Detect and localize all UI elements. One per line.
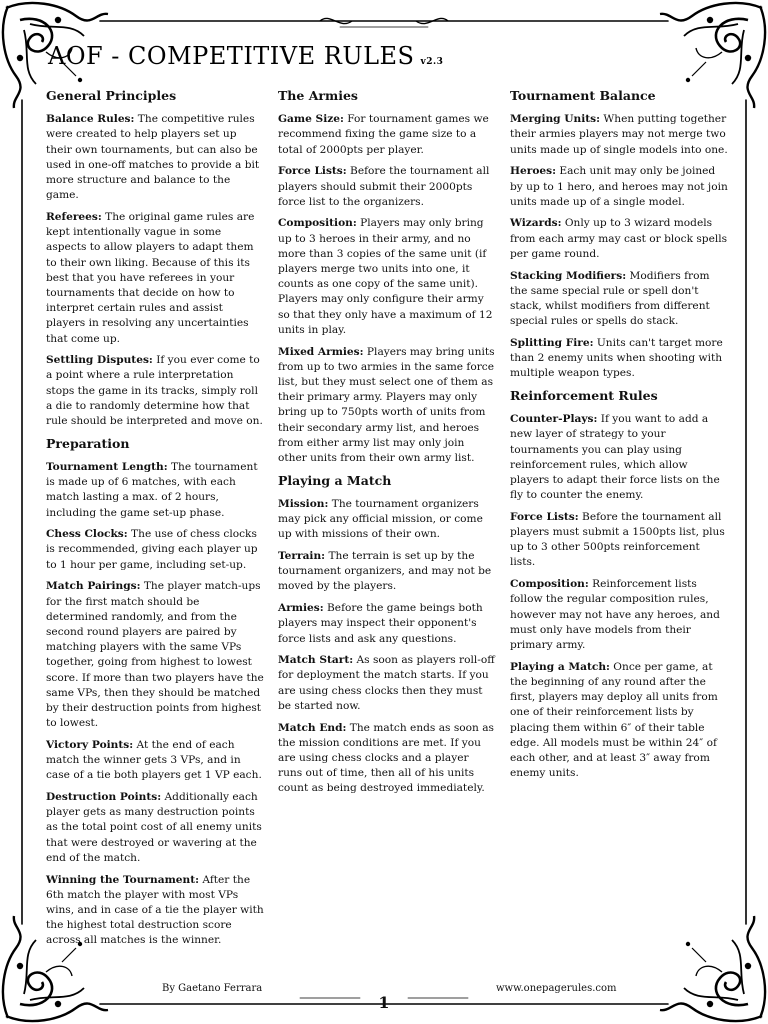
rule-paragraph <box>46 579 264 731</box>
rule-text: Once per game, at the beginning of any round after the first, players may deploy all units from one of their reinforcement lists by placing them within 6″ of their table edge. All models must be within 24″ of each other, and at least 3″ away from enemy units. <box>510 660 718 780</box>
rule-term: Winning the Tournament: <box>46 873 200 886</box>
rule-text: Players may only bring up to 3 heroes in their army, and no more than 3 copies of the same unit (if players merge two units into one, it counts as one copy of the same unit). Players may only configure their army so that they only have a maximum of 12 units in play. <box>278 217 493 336</box>
rule-text: The competitive rules were created to help players set up their own tournaments, but can also be used in one-off matches to provide a bit more structure and balance to the game. <box>46 113 260 202</box>
rule-text: After the 6th match the player with most VPs wins, and in case of a tie the player with the highest total destruction score across all matches is the winner. <box>46 873 264 947</box>
section-heading: Reinforcement Rules <box>510 387 658 403</box>
rule-paragraph <box>46 460 264 521</box>
section-heading: General Principles <box>46 88 177 103</box>
rule-term: Tournament Length: <box>46 460 168 473</box>
rule-paragraph <box>278 345 496 467</box>
rule-paragraph <box>46 527 264 573</box>
rule-term: Terrain: <box>278 549 326 562</box>
text-column-3 <box>510 88 728 788</box>
rule-text: The match ends as soon as the mission conditions are met. If you are using chess clocks and a player runs out of time, then all of his units count as being destroyed immediately. <box>278 721 494 795</box>
rule-text: For tournament games we recommend fixing the game size to a total of 2000pts per player. <box>278 113 489 156</box>
rule-text: The player match-ups for the first match should be determined randomly, and from the second round players are paired by matching players with the same VPs together, going from highest to lowest score. If more than two players have the same VPs, then they should be matched by their destruction points from highest to lowest. <box>46 580 264 730</box>
rule-term: Counter-Plays: <box>510 413 598 426</box>
section-heading: Tournament Balance <box>510 88 656 103</box>
rule-paragraph <box>46 353 264 429</box>
text-column-2 <box>278 88 496 803</box>
rule-term: Game Size: <box>278 113 344 126</box>
rule-paragraph <box>278 216 496 338</box>
rule-text: Before the tournament all players must submit a 1500pts list, plus up to 3 other 500pts reinforcement lists. <box>510 510 725 569</box>
rule-term: Match End: <box>278 721 347 734</box>
rule-text: Before the tournament all players should submit their 2000pts force list to the organizers. <box>278 165 490 208</box>
rule-term: Referees: <box>46 210 102 223</box>
rule-term: Armies: <box>278 602 324 615</box>
rule-term: Match Pairings: <box>46 580 141 593</box>
version-label: v2.3 <box>420 57 444 67</box>
rule-text: Reinforcement lists follow the regular composition rules, however may not have any heroes, and must only have models from their primary army. <box>510 578 720 651</box>
rule-text: Only up to 3 wizard models from each army may cast or block spells per game round. <box>510 217 728 260</box>
rule-term: Mixed Armies: <box>278 345 364 358</box>
page-number: 1 <box>378 993 390 1012</box>
rule-paragraph <box>278 112 496 158</box>
rule-term: Force Lists: <box>510 510 579 523</box>
rule-term: Playing a Match: <box>510 660 610 673</box>
rule-text: Units can't target more than 2 enemy units when shooting with multiple weapon types. <box>510 336 723 380</box>
rule-term: Balance Rules: <box>46 113 135 126</box>
rule-paragraph <box>510 412 728 503</box>
rule-term: Mission: <box>278 497 329 510</box>
rule-text: When putting together their armies players may not merge two units made up of single models into one. <box>510 113 728 156</box>
rule-term: Merging Units: <box>510 113 601 126</box>
rule-term: Settling Disputes: <box>46 354 153 367</box>
section-heading: The Armies <box>278 88 358 103</box>
rule-paragraph <box>510 164 728 210</box>
rule-text: As soon as players roll-off for deployment the match starts. If you are using chess clocks then they must be started now. <box>278 654 495 712</box>
rule-paragraph <box>278 721 496 797</box>
rule-text: The tournament is made up of 6 matches, with each match lasting a max. of 2 hours, including the game set-up phase. <box>46 460 258 519</box>
rule-text: Modifiers from the same special rule or spell don't stack, whilst modifiers from different special rules or spells do stack. <box>510 269 710 328</box>
rule-paragraph <box>278 653 496 714</box>
rule-paragraph <box>46 738 264 784</box>
section-heading: Playing a Match <box>278 472 392 488</box>
rule-paragraph <box>46 210 264 347</box>
rule-paragraph <box>510 216 728 262</box>
section-heading: Preparation <box>46 435 130 451</box>
rule-term: Destruction Points: <box>46 791 162 804</box>
rule-term: Composition: <box>510 578 589 591</box>
rule-text: Each unit may only be joined by up to 1 hero, and heroes may not join units made up of a single model. <box>510 165 728 208</box>
rule-text: Players may bring units from up to two armies in the same force list, but they must select one of them as their primary army. Players may only bring up to 750pts worth of units from their secondary army list, and heroes from either army list may only join other units from their own army list. <box>278 345 495 464</box>
rule-term: Composition: <box>278 217 357 230</box>
rule-text: The original game rules are kept intentionally vague in some aspects to allow players to adapt them to their own liking. Because of this its best that you have referees in your tournaments that decide on how to interpret certain rules and assist players in resolving any uncertainties that come up. <box>46 210 255 345</box>
rule-paragraph <box>46 873 264 949</box>
rule-term: Victory Points: <box>46 738 134 751</box>
rule-term: Splitting Fire: <box>510 336 594 349</box>
rule-text: Additionally each player gets as many destruction points as the total point cost of all enemy units that were destroyed or wavering at the end of the match. <box>46 791 262 864</box>
rule-paragraph <box>46 790 264 866</box>
rule-term: Force Lists: <box>278 165 347 178</box>
rule-paragraph <box>278 164 496 210</box>
rule-text: If you ever come to a point where a rule interpretation stops the game in its tracks, simply roll a die to randomly determine how that rule should be interpreted and move on. <box>46 354 263 428</box>
rule-text: At the end of each match the winner gets 3 VPs, and in case of a tie both players get 1 VP each. <box>46 738 262 782</box>
rule-text: If you want to add a new layer of strategy to your tournaments you can play using reinforcement rules, which allow players to adapt their force lists on the fly to counter the enemy. <box>510 413 720 502</box>
page-title <box>48 42 443 70</box>
rule-paragraph <box>510 510 728 571</box>
rule-paragraph <box>510 577 728 653</box>
footer-website: www.onepagerules.com <box>496 983 617 994</box>
rule-paragraph <box>510 112 728 158</box>
rule-text: The tournament organizers may pick any official mission, or come up with missions of their own. <box>278 497 483 541</box>
text-column-1 <box>46 88 264 955</box>
rule-paragraph <box>278 601 496 647</box>
rule-term: Stacking Modifiers: <box>510 269 627 282</box>
rule-text: Before the game beings both players may inspect their opponent's force lists and ask any questions. <box>278 602 483 645</box>
rule-paragraph <box>46 112 264 203</box>
rule-term: Match Start: <box>278 654 354 667</box>
rule-paragraph <box>510 269 728 330</box>
rule-term: Wizards: <box>510 217 562 230</box>
footer-author: By Gaetano Ferrara <box>162 983 263 994</box>
rule-term: Heroes: <box>510 165 557 178</box>
rule-term: Chess Clocks: <box>46 528 128 541</box>
rule-paragraph <box>510 660 728 782</box>
title-text: AOF - COMPETITIVE RULES <box>48 42 415 70</box>
rule-text: The terrain is set up by the tournament organizers, and may not be moved by the players. <box>278 549 492 593</box>
rule-paragraph <box>510 336 728 382</box>
rule-paragraph <box>278 549 496 595</box>
rule-text: The use of chess clocks is recommended, giving each player up to 1 hour per game, including set-up. <box>46 528 258 571</box>
rule-paragraph <box>278 497 496 543</box>
